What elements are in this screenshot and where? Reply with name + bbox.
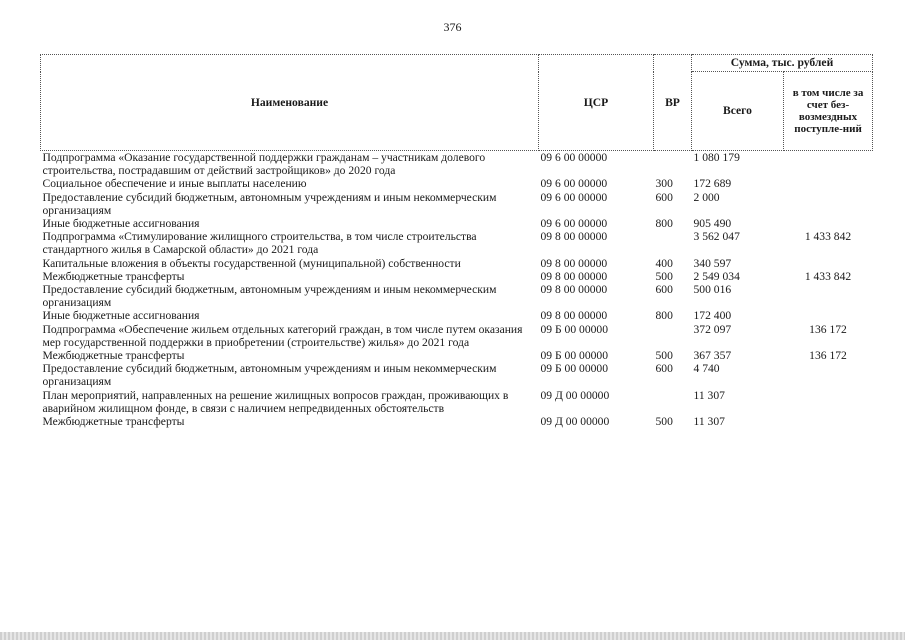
row-vr: 500 [655, 415, 673, 429]
row-csr: 09 8 00 00000 [540, 256, 608, 270]
row-vr: 600 [655, 283, 673, 297]
table-row [41, 389, 873, 415]
row-name: Предоставление субсидий бюджетным, автономным учреждениям и иным некоммерческим организациям [42, 362, 497, 389]
row-vr: 600 [655, 362, 673, 376]
row-name: Межбюджетные трансферты [42, 349, 185, 363]
header-csr: ЦСР [539, 55, 654, 151]
row-incl [784, 151, 873, 178]
row-total: 11 307 [693, 388, 725, 402]
row-incl [784, 177, 873, 190]
row-csr: 09 8 00 00000 [540, 283, 608, 297]
row-name: Капитальные вложения в объекты государственной (муниципальной) собственности [42, 256, 461, 270]
table-row [41, 151, 873, 178]
row-incl [784, 191, 873, 217]
header-total: Всего [692, 72, 784, 151]
table-row [41, 283, 873, 309]
row-vr [654, 230, 692, 256]
page-number: 376 [443, 20, 462, 34]
row-csr: 09 Б 00 00000 [540, 362, 609, 376]
row-csr: 09 8 00 00000 [540, 230, 608, 244]
row-csr: 09 Б 00 00000 [540, 322, 609, 336]
row-incl [784, 217, 873, 230]
row-total: 372 097 [693, 322, 732, 336]
row-incl [784, 309, 873, 322]
row-vr [654, 151, 692, 178]
row-name: Предоставление субсидий бюджетным, автономным учреждениям и иным некоммерческим организациям [42, 190, 497, 217]
row-incl: 1 433 842 [804, 230, 852, 244]
row-incl: 1 433 842 [804, 269, 852, 283]
row-incl [784, 257, 873, 270]
row-csr: 09 6 00 00000 [540, 217, 608, 231]
row-total: 2 000 [693, 190, 720, 204]
row-total: 3 562 047 [693, 230, 740, 244]
row-total: 2 549 034 [693, 269, 740, 283]
row-incl [784, 362, 873, 388]
row-name: Социальное обеспечение и иные выплаты населению [42, 177, 307, 191]
budget-table [40, 54, 873, 428]
table-row [41, 257, 873, 270]
row-total: 905 490 [693, 217, 732, 231]
row-incl [784, 283, 873, 309]
row-csr: 09 6 00 00000 [540, 151, 608, 164]
row-name: Иные бюджетные ассигнования [42, 309, 200, 323]
row-total: 500 016 [693, 283, 732, 297]
row-total: 367 357 [693, 349, 732, 363]
row-vr: 600 [655, 190, 673, 204]
header-name: Наименование [41, 55, 539, 151]
row-incl [784, 389, 873, 415]
row-name: Подпрограмма «Обеспечение жильем отдельных категорий граждан, в том числе путем оказания мер государственной поддержки в приобретении (строительстве) жилья» до 2021 года [42, 322, 523, 349]
row-vr: 400 [655, 256, 673, 270]
scan-edge [0, 632, 905, 640]
row-total: 172 400 [693, 309, 732, 323]
row-csr: 09 8 00 00000 [540, 309, 608, 323]
row-total: 340 597 [693, 256, 732, 270]
row-vr: 800 [655, 309, 673, 323]
row-vr: 300 [655, 177, 673, 191]
row-incl: 136 172 [809, 322, 847, 336]
row-vr [654, 323, 692, 349]
row-total: 4 740 [693, 362, 720, 376]
row-name: Межбюджетные трансферты [42, 269, 185, 283]
table-row [41, 191, 873, 217]
row-incl [784, 415, 873, 428]
row-total: 172 689 [693, 177, 732, 191]
row-csr: 09 Д 00 00000 [540, 388, 610, 402]
row-name: План мероприятий, направленных на решение жилищных вопросов граждан, проживающих в аварийном жилищном фонде, в связи с наличием непредвиденных обстоятельств [42, 388, 509, 415]
table-row [41, 270, 873, 283]
row-csr: 09 Д 00 00000 [540, 415, 610, 429]
row-csr: 09 8 00 00000 [540, 269, 608, 283]
header-vr: ВР [654, 55, 692, 151]
table-row [41, 230, 873, 256]
header-sum-group: Сумма, тыс. рублей [692, 55, 873, 72]
row-name: Межбюджетные трансферты [42, 415, 185, 429]
row-csr: 09 6 00 00000 [540, 190, 608, 204]
table-row [41, 415, 873, 428]
header-incl: в том числе за счет без-возмездных поступле-ний [784, 72, 873, 151]
table-header [41, 55, 873, 151]
table-row [41, 349, 873, 362]
table-row [41, 309, 873, 322]
row-vr: 500 [655, 349, 673, 363]
table-row [41, 323, 873, 349]
row-vr [654, 389, 692, 415]
row-vr: 800 [655, 217, 673, 231]
table-row [41, 177, 873, 190]
row-name: Подпрограмма «Оказание государственной поддержки гражданам – участникам долевого строительства, пострадавшим от действий застройщиков» до 2020 года [42, 151, 486, 178]
table-row [41, 362, 873, 388]
table-row [41, 217, 873, 230]
row-csr: 09 6 00 00000 [540, 177, 608, 191]
row-name: Подпрограмма «Стимулирование жилищного строительства, в том числе строительства стандартного жилья в Самарской области» до 2021 года [42, 230, 477, 257]
row-name: Предоставление субсидий бюджетным, автономным учреждениям и иным некоммерческим организациям [42, 283, 497, 310]
row-vr: 500 [655, 269, 673, 283]
row-total: 11 307 [693, 415, 725, 429]
row-incl: 136 172 [809, 349, 847, 363]
table-body [41, 151, 873, 429]
row-csr: 09 Б 00 00000 [540, 349, 609, 363]
row-name: Иные бюджетные ассигнования [42, 217, 200, 231]
row-total: 1 080 179 [693, 151, 740, 164]
